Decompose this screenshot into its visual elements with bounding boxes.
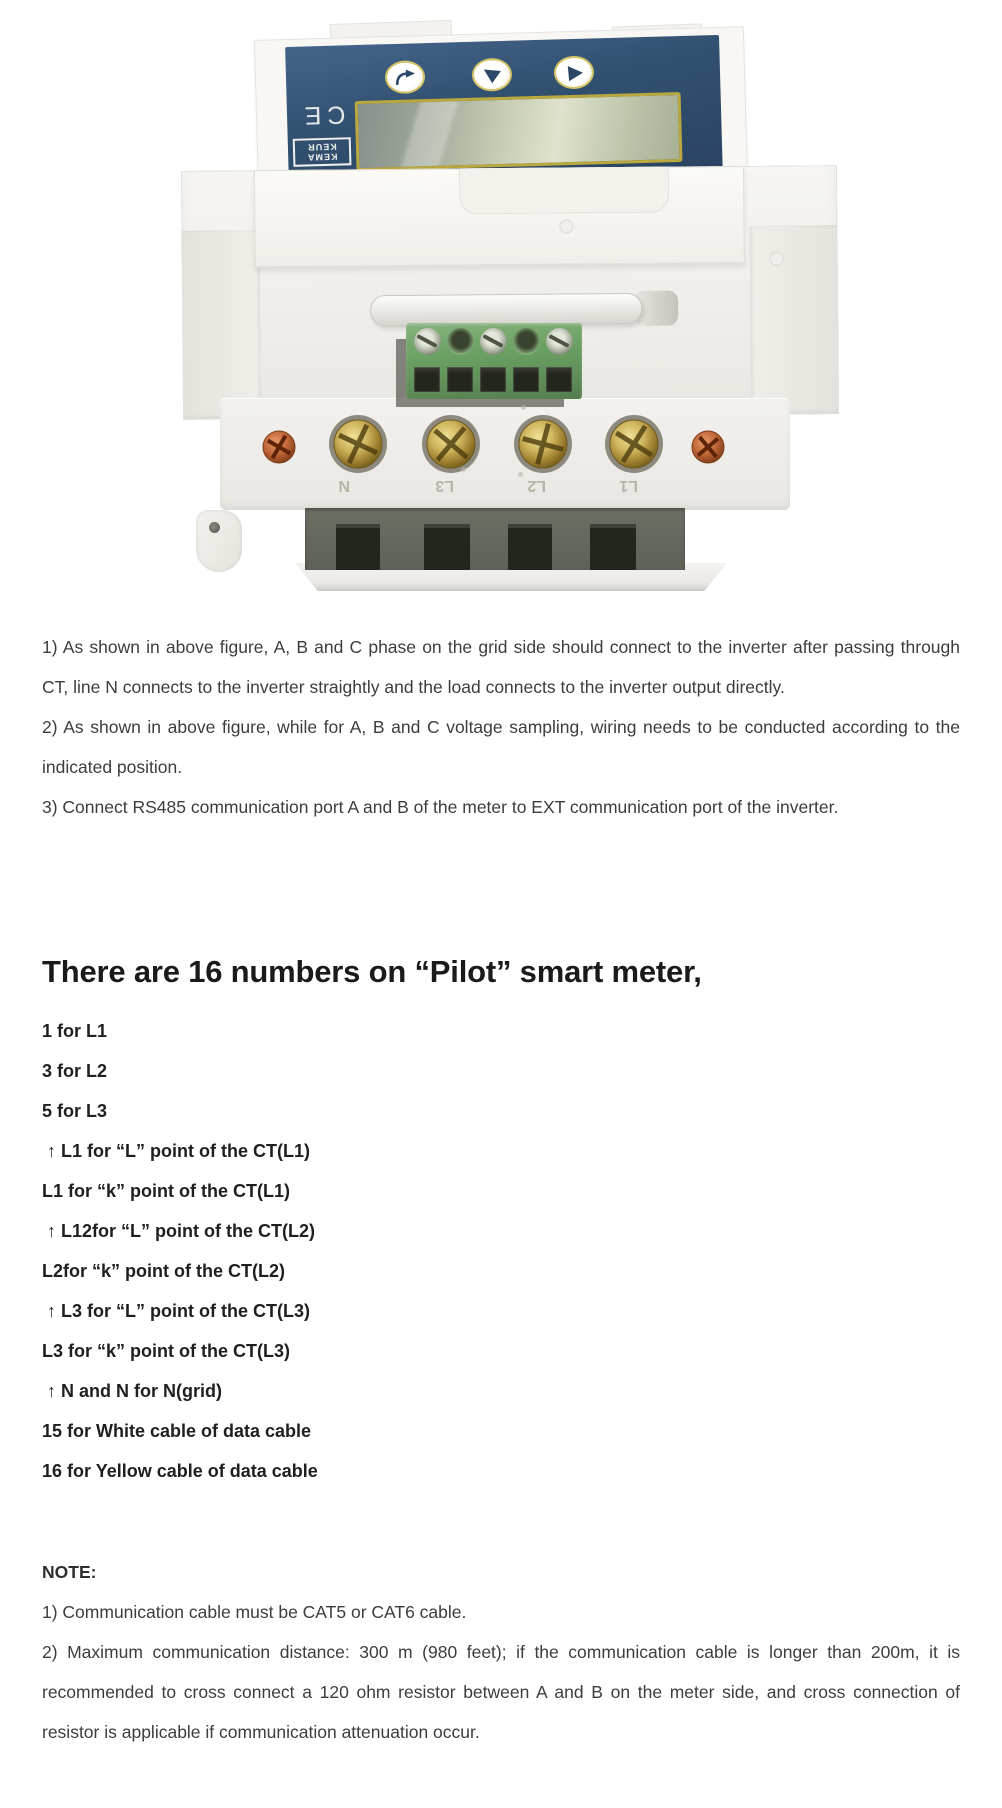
section-heading: There are 16 numbers on “Pilot” smart meter, (42, 954, 702, 989)
terminal-slot (414, 367, 440, 392)
list-item: L1 for “k” point of the CT(L1) (42, 1181, 290, 1201)
kema-mark-line2: KEUR (307, 141, 337, 153)
terminal-label-l3: L3 (435, 477, 454, 494)
terminal-label-l1: L1 (619, 477, 638, 494)
list-item: ↑ N and N for N(grid) (42, 1381, 222, 1401)
terminal-hole (513, 328, 540, 355)
list-item: 1 for L1 (42, 1021, 108, 1041)
terminal-label-n: N (338, 477, 350, 494)
mounting-ear (196, 510, 242, 572)
terminal-label-l2: L2 (527, 477, 546, 494)
meter-numbers-list (42, 1011, 960, 1491)
housing-dimple (770, 252, 784, 266)
meter-faceplate-panel (285, 35, 723, 180)
terminal-hole (447, 328, 474, 355)
ce-mark: CE (298, 100, 346, 130)
brass-screw (605, 415, 663, 473)
brass-screw (329, 415, 387, 473)
list-item: L2for “k” point of the CT(L2) (42, 1261, 285, 1281)
note-label: NOTE: (42, 1562, 97, 1582)
kema-keur-mark (293, 137, 352, 167)
list-item: ↑ L3 for “L” point of the CT(L3) (42, 1301, 310, 1321)
copper-screw (690, 429, 727, 466)
housing-cavity-left (181, 230, 261, 417)
dirt-speck (518, 472, 523, 477)
lower-terminal-block (305, 508, 685, 570)
note-item-2: 2) Maximum communication distance: 300 m (980 feet); if the communication cable is longer than 200m, it is recommended to cross connect a 120 ohm resistor between A and B on the meter side, and cross connection of resistor is applicable if communication attenuation occur. (42, 1642, 960, 1742)
list-item: ↑ L1 for “L” point of the CT(L1) (42, 1141, 310, 1161)
terminal-slot (447, 367, 473, 392)
terminal-slot (546, 367, 572, 392)
dirt-speck (521, 405, 526, 410)
terminal-screws (220, 398, 790, 510)
flap-notch (459, 167, 669, 215)
terminal-base (220, 398, 790, 510)
terminal-slot (480, 367, 506, 392)
instruction-paragraph-3: 3) Connect RS485 communication port A and B of the meter to EXT communication port of the inverter. (42, 797, 839, 817)
list-item: 3 for L2 (42, 1061, 108, 1081)
brass-screw (514, 415, 572, 473)
copper-screw (261, 429, 297, 465)
wiring-instructions (42, 627, 960, 827)
terminal-screw (480, 328, 507, 355)
green-terminal-block (406, 323, 582, 399)
cover-hinge-bar (370, 293, 642, 326)
mounting-hole (209, 522, 220, 533)
dirt-speck (461, 467, 466, 472)
list-item: L3 for “k” point of the CT(L3) (42, 1341, 290, 1361)
right-arrow-icon (564, 63, 584, 82)
terminal-screw (546, 328, 573, 355)
list-item: ↑ L12for “L” point of the CT(L2) (42, 1221, 315, 1241)
meter-button-down (472, 58, 513, 92)
note-item-1: 1) Communication cable must be CAT5 or CAT6 cable. (42, 1602, 467, 1622)
meter-photo-figure (161, 15, 841, 605)
cable-slot (508, 524, 552, 570)
meter-button-enter (385, 60, 426, 94)
lcd-display (355, 92, 683, 171)
terminal-slot (513, 367, 539, 392)
terminal-screw (414, 328, 441, 355)
cable-slot (424, 524, 470, 570)
instruction-paragraph-2: 2) As shown in above figure, while for A, B and C voltage sampling, wiring needs to be conducted according to the indicated position. (42, 717, 960, 777)
list-item: 15 for White cable of data cable (42, 1421, 312, 1441)
housing-cavity-right (749, 225, 839, 412)
list-item: 16 for Yellow cable of data cable (42, 1461, 318, 1481)
meter-button-right (553, 55, 594, 89)
curved-enter-arrow-icon (394, 68, 416, 87)
down-arrow-icon (482, 65, 502, 84)
note-section (42, 1552, 960, 1752)
instruction-paragraph-1: 1) As shown in above figure, A, B and C phase on the grid side should connect to the inverter after passing through CT, line N connects to the inverter straightly and the load connects to the inverter output directly. (42, 637, 960, 697)
cable-slot (590, 524, 636, 570)
list-item: 5 for L3 (42, 1101, 108, 1121)
housing-dimple (559, 219, 573, 233)
cable-slot (336, 524, 380, 570)
brass-screw (421, 414, 480, 473)
kema-mark-line1: KEMA (306, 151, 338, 163)
